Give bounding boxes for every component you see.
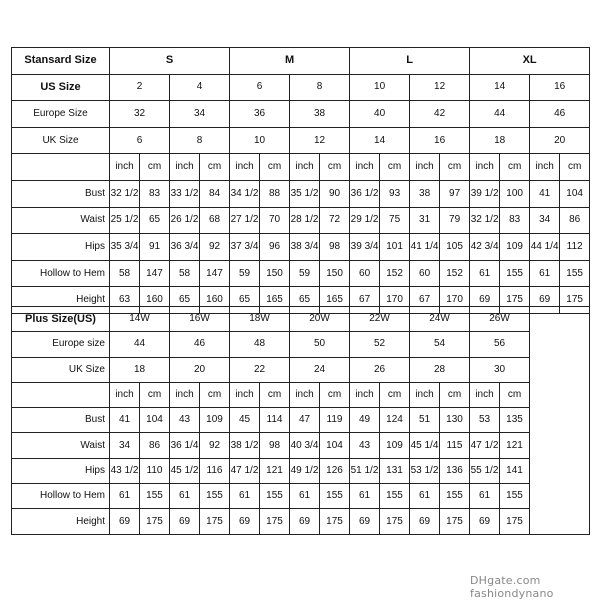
measurement-value: 29 1/2	[350, 207, 380, 234]
measurement-value: 155	[500, 260, 530, 287]
measurement-value: 160	[140, 287, 170, 314]
measurement-value: inch	[350, 382, 380, 407]
measurement-value: 100	[500, 180, 530, 207]
measurement-value: 69	[290, 509, 320, 534]
measurement-value: cm	[140, 154, 170, 181]
measurement-value: 69	[170, 509, 200, 534]
measurement-value: cm	[500, 154, 530, 181]
measurement-value: cm	[380, 382, 410, 407]
row-label: Bust	[12, 408, 110, 433]
size-value: 42	[410, 101, 470, 128]
size-value: 34	[170, 101, 230, 128]
measurement-value: 90	[320, 180, 350, 207]
measurement-value: 69	[530, 287, 560, 314]
measurement-value: cm	[440, 382, 470, 407]
row-label: Hollow to Hem	[12, 260, 110, 287]
measurement-value: 61	[470, 484, 500, 509]
measurement-value: 26 1/2	[170, 207, 200, 234]
measurement-row	[12, 180, 590, 207]
measurement-value: 101	[380, 234, 410, 261]
measurement-value: inch	[290, 382, 320, 407]
measurement-value: 130	[440, 408, 470, 433]
size-value: 20	[170, 357, 230, 382]
measurement-value: 58	[110, 260, 140, 287]
measurement-value: 116	[200, 458, 230, 483]
measurement-value: cm	[320, 154, 350, 181]
measurement-value: 61	[230, 484, 260, 509]
measurement-value: 25 1/2	[110, 207, 140, 234]
measurement-value: 60	[350, 260, 380, 287]
measurement-value: inch	[170, 154, 200, 181]
row-label	[12, 382, 110, 407]
measurement-value: 53 1/2	[410, 458, 440, 483]
measurement-value: 86	[140, 433, 170, 458]
measurement-value: 175	[500, 287, 530, 314]
measurement-value: 175	[260, 509, 290, 534]
plus-size-label: 18W	[230, 307, 290, 332]
measurement-value: 175	[200, 509, 230, 534]
size-value: 54	[410, 332, 470, 357]
measurement-value: inch	[470, 382, 500, 407]
measurement-row	[12, 484, 590, 509]
measurement-value: 65	[170, 287, 200, 314]
measurement-value: 170	[440, 287, 470, 314]
size-value: 44	[110, 332, 170, 357]
measurement-value: 61	[530, 260, 560, 287]
measurement-value: 147	[200, 260, 230, 287]
measurement-value: 152	[380, 260, 410, 287]
plus-size-header: Plus Size(US)	[12, 307, 110, 332]
measurement-value: 39 1/2	[470, 180, 500, 207]
measurement-value: inch	[230, 382, 260, 407]
measurement-value: 43	[350, 433, 380, 458]
size-value: 10	[350, 74, 410, 101]
size-value: 48	[230, 332, 290, 357]
measurement-value: 170	[380, 287, 410, 314]
measurement-value: 155	[200, 484, 230, 509]
measurement-value: 155	[500, 484, 530, 509]
size-value: 46	[530, 101, 590, 128]
row-label: US Size	[12, 74, 110, 101]
measurement-value: 38	[410, 180, 440, 207]
measurement-value: 69	[470, 509, 500, 534]
measurement-value: 45 1/2	[170, 458, 200, 483]
measurement-value: inch	[350, 154, 380, 181]
measurement-value: 41	[530, 180, 560, 207]
measurement-value: 47 1/2	[230, 458, 260, 483]
measurement-value: 175	[440, 509, 470, 534]
measurement-value: 91	[140, 234, 170, 261]
measurement-value: 65	[140, 207, 170, 234]
size-value: 4	[170, 74, 230, 101]
plus-size-label: 24W	[410, 307, 470, 332]
size-value: 16	[410, 127, 470, 154]
measurement-value: 104	[320, 433, 350, 458]
measurement-value: 104	[140, 408, 170, 433]
measurement-value: inch	[170, 382, 200, 407]
measurement-value: 61	[350, 484, 380, 509]
measurement-value: 53	[470, 408, 500, 433]
measurement-row	[12, 154, 590, 181]
measurement-value: 136	[440, 458, 470, 483]
size-value: 32	[110, 101, 170, 128]
size-value: 16	[530, 74, 590, 101]
measurement-value: 36 1/4	[170, 433, 200, 458]
measurement-value: 160	[200, 287, 230, 314]
measurement-value: 121	[260, 458, 290, 483]
size-value: 46	[170, 332, 230, 357]
size-group-label: S	[110, 48, 230, 75]
measurement-value: 155	[560, 260, 590, 287]
row-label: Hips	[12, 458, 110, 483]
measurement-value: 45	[230, 408, 260, 433]
measurement-value: 112	[560, 234, 590, 261]
measurement-row	[12, 408, 590, 433]
measurement-value: 51 1/2	[350, 458, 380, 483]
measurement-value: 28 1/2	[290, 207, 320, 234]
measurement-value: 175	[140, 509, 170, 534]
measurement-value: inch	[110, 382, 140, 407]
size-value: 24	[290, 357, 350, 382]
measurement-value: 175	[320, 509, 350, 534]
measurement-value: inch	[530, 154, 560, 181]
measurement-value: 60	[410, 260, 440, 287]
measurement-value: 32 1/2	[470, 207, 500, 234]
measurement-row	[12, 260, 590, 287]
size-row	[12, 357, 590, 382]
measurement-value: 83	[500, 207, 530, 234]
watermark: DHgate.com fashiondynano	[470, 574, 554, 600]
measurement-value: 35 1/2	[290, 180, 320, 207]
measurement-value: 88	[260, 180, 290, 207]
measurement-value: 63	[110, 287, 140, 314]
measurement-value: 155	[440, 484, 470, 509]
row-label: Height	[12, 509, 110, 534]
empty-cell	[530, 307, 590, 535]
measurement-row	[12, 207, 590, 234]
measurement-value: cm	[440, 154, 470, 181]
size-value: 40	[350, 101, 410, 128]
measurement-value: 59	[230, 260, 260, 287]
size-value: 26	[350, 357, 410, 382]
measurement-value: 67	[410, 287, 440, 314]
measurement-value: 115	[440, 433, 470, 458]
measurement-value: 150	[260, 260, 290, 287]
measurement-value: 70	[260, 207, 290, 234]
measurement-value: 34	[530, 207, 560, 234]
size-group-label: L	[350, 48, 470, 75]
measurement-value: 33 1/2	[170, 180, 200, 207]
size-value: 28	[410, 357, 470, 382]
measurement-value: 155	[260, 484, 290, 509]
size-value: 30	[470, 357, 530, 382]
measurement-value: cm	[560, 154, 590, 181]
row-label: Hollow to Hem	[12, 484, 110, 509]
size-group-label: XL	[470, 48, 590, 75]
measurement-value: 114	[260, 408, 290, 433]
size-value: 8	[290, 74, 350, 101]
measurement-value: 41	[110, 408, 140, 433]
measurement-value: 41 1/4	[410, 234, 440, 261]
measurement-value: 72	[320, 207, 350, 234]
measurement-value: inch	[290, 154, 320, 181]
measurement-value: 51	[410, 408, 440, 433]
measurement-value: 39 3/4	[350, 234, 380, 261]
size-value: 8	[170, 127, 230, 154]
size-value: 2	[110, 74, 170, 101]
size-value: 14	[350, 127, 410, 154]
measurement-value: 109	[200, 408, 230, 433]
measurement-value: 65	[290, 287, 320, 314]
size-value: 18	[110, 357, 170, 382]
measurement-value: 97	[440, 180, 470, 207]
measurement-value: 42 3/4	[470, 234, 500, 261]
measurement-value: inch	[110, 154, 140, 181]
measurement-value: 47 1/2	[470, 433, 500, 458]
size-value: 20	[530, 127, 590, 154]
measurement-value: cm	[200, 154, 230, 181]
size-value: 50	[290, 332, 350, 357]
header-row	[12, 307, 590, 332]
size-group-label: M	[230, 48, 350, 75]
measurement-value: 32 1/2	[110, 180, 140, 207]
size-value: 12	[410, 74, 470, 101]
measurement-value: 61	[410, 484, 440, 509]
measurement-value: 69	[410, 509, 440, 534]
measurement-value: 109	[500, 234, 530, 261]
row-label	[12, 154, 110, 181]
measurement-value: 65	[230, 287, 260, 314]
measurement-value: 79	[440, 207, 470, 234]
plus-size-table	[11, 306, 590, 535]
size-value: 12	[290, 127, 350, 154]
size-value: 56	[470, 332, 530, 357]
measurement-value: 36 3/4	[170, 234, 200, 261]
measurement-value: 47	[290, 408, 320, 433]
measurement-value: 61	[470, 260, 500, 287]
measurement-value: 69	[110, 509, 140, 534]
measurement-value: 36 1/2	[350, 180, 380, 207]
measurement-value: 92	[200, 433, 230, 458]
measurement-value: 98	[260, 433, 290, 458]
measurement-value: 67	[350, 287, 380, 314]
measurement-value: 69	[350, 509, 380, 534]
measurement-value: 141	[500, 458, 530, 483]
measurement-value: cm	[260, 154, 290, 181]
measurement-value: 155	[380, 484, 410, 509]
measurement-row	[12, 433, 590, 458]
measurement-value: 34 1/2	[230, 180, 260, 207]
measurement-value: 59	[290, 260, 320, 287]
measurement-value: 68	[200, 207, 230, 234]
measurement-value: 61	[290, 484, 320, 509]
row-label: UK Size	[12, 127, 110, 154]
plus-size-label: 14W	[110, 307, 170, 332]
measurement-value: 83	[140, 180, 170, 207]
measurement-value: inch	[410, 154, 440, 181]
plus-size-label: 22W	[350, 307, 410, 332]
measurement-value: 165	[320, 287, 350, 314]
measurement-value: 109	[380, 433, 410, 458]
measurement-value: 175	[500, 509, 530, 534]
row-label: Waist	[12, 207, 110, 234]
measurement-value: 93	[380, 180, 410, 207]
size-value: 22	[230, 357, 290, 382]
measurement-value: 27 1/2	[230, 207, 260, 234]
plus-size-label: 20W	[290, 307, 350, 332]
row-label: Waist	[12, 433, 110, 458]
measurement-value: 104	[560, 180, 590, 207]
row-label: Height	[12, 287, 110, 314]
measurement-value: 147	[140, 260, 170, 287]
measurement-value: 131	[380, 458, 410, 483]
measurement-value: 69	[230, 509, 260, 534]
measurement-value: 84	[200, 180, 230, 207]
measurement-row	[12, 458, 590, 483]
measurement-value: 150	[320, 260, 350, 287]
measurement-value: 175	[560, 287, 590, 314]
measurement-value: 31	[410, 207, 440, 234]
measurement-value: 43 1/2	[110, 458, 140, 483]
measurement-value: inch	[410, 382, 440, 407]
measurement-value: 105	[440, 234, 470, 261]
measurement-value: cm	[200, 382, 230, 407]
size-row	[12, 127, 590, 154]
size-row	[12, 101, 590, 128]
measurement-value: 175	[380, 509, 410, 534]
measurement-value: 35 3/4	[110, 234, 140, 261]
measurement-value: 55 1/2	[470, 458, 500, 483]
size-value: 6	[230, 74, 290, 101]
measurement-value: 34	[110, 433, 140, 458]
measurement-value: 119	[320, 408, 350, 433]
measurement-row	[12, 234, 590, 261]
measurement-value: 49	[350, 408, 380, 433]
size-row	[12, 332, 590, 357]
size-value: 36	[230, 101, 290, 128]
measurement-value: 121	[500, 433, 530, 458]
measurement-value: cm	[260, 382, 290, 407]
measurement-value: 152	[440, 260, 470, 287]
measurement-value: 96	[260, 234, 290, 261]
measurement-value: 124	[380, 408, 410, 433]
measurement-value: 61	[170, 484, 200, 509]
measurement-value: 86	[560, 207, 590, 234]
measurement-row	[12, 382, 590, 407]
measurement-value: 58	[170, 260, 200, 287]
measurement-row	[12, 509, 590, 534]
measurement-value: 155	[320, 484, 350, 509]
measurement-value: 155	[140, 484, 170, 509]
row-label: Europe Size	[12, 101, 110, 128]
measurement-value: 135	[500, 408, 530, 433]
measurement-value: cm	[320, 382, 350, 407]
measurement-value: 38 3/4	[290, 234, 320, 261]
measurement-value: 92	[200, 234, 230, 261]
size-value: 44	[470, 101, 530, 128]
measurement-value: 38 1/2	[230, 433, 260, 458]
measurement-value: cm	[140, 382, 170, 407]
measurement-value: 49 1/2	[290, 458, 320, 483]
standard-size-header: Stansard Size	[12, 48, 110, 75]
measurement-value: cm	[380, 154, 410, 181]
row-label: Bust	[12, 180, 110, 207]
measurement-value: 44 1/4	[530, 234, 560, 261]
row-label: Europe size	[12, 332, 110, 357]
measurement-value: inch	[230, 154, 260, 181]
size-value: 18	[470, 127, 530, 154]
measurement-value: 126	[320, 458, 350, 483]
plus-size-label: 26W	[470, 307, 530, 332]
measurement-value: 40 3/4	[290, 433, 320, 458]
row-label: UK Size	[12, 357, 110, 382]
measurement-value: 98	[320, 234, 350, 261]
measurement-value: cm	[500, 382, 530, 407]
measurement-value: 45 1/4	[410, 433, 440, 458]
standard-size-table	[11, 47, 590, 314]
size-value: 52	[350, 332, 410, 357]
size-row	[12, 74, 590, 101]
header-row	[12, 48, 590, 75]
measurement-value: 43	[170, 408, 200, 433]
measurement-value: 61	[110, 484, 140, 509]
size-value: 6	[110, 127, 170, 154]
measurement-value: 69	[470, 287, 500, 314]
measurement-value: 165	[260, 287, 290, 314]
measurement-value: 110	[140, 458, 170, 483]
plus-size-label: 16W	[170, 307, 230, 332]
row-label: Hips	[12, 234, 110, 261]
measurement-value: 75	[380, 207, 410, 234]
measurement-value: inch	[470, 154, 500, 181]
measurement-value: 37 3/4	[230, 234, 260, 261]
size-value: 38	[290, 101, 350, 128]
size-value: 14	[470, 74, 530, 101]
size-value: 10	[230, 127, 290, 154]
